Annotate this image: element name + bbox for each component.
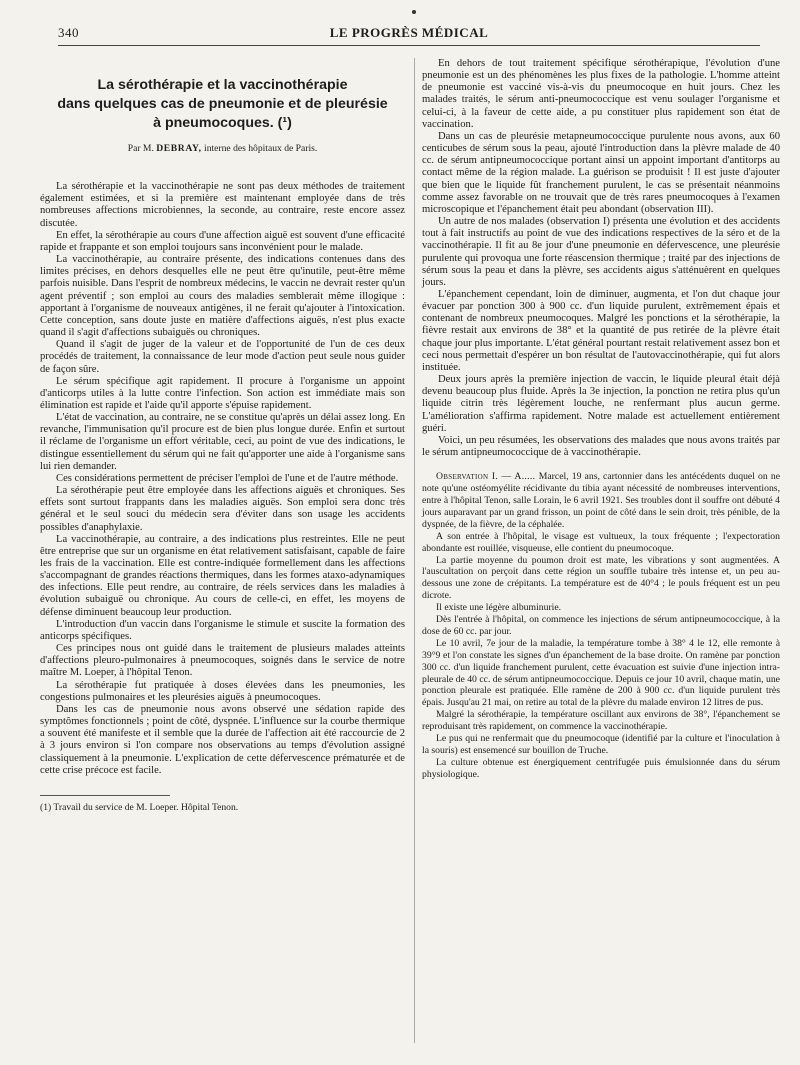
article-title-line: à pneumocoques. (¹) <box>153 115 292 131</box>
column-divider <box>414 58 415 1043</box>
observation-paragraph: Dès l'entrée à l'hôpital, on commence les injections de sérum antipneumococcique, à la dose de 60 cc. par jour. <box>422 614 780 637</box>
ink-dot <box>412 10 416 14</box>
left-column <box>40 58 405 814</box>
body-paragraph: En effet, la sérothérapie au cours d'une affection aiguë est souvent d'une efficacité rapide et frappante et son emploi toujours sans inconvénient pour le malade. <box>40 229 405 253</box>
left-body <box>40 181 405 777</box>
body-paragraph: Dans les cas de pneumonie nous avons observé une sédation rapide des symptômes fonctionnels ; point de côté, dyspnée. L'influence sur la courbe thermique a souvent été manifeste et il semble que la durée de l'affection ait été raccourcie de 2 à 3 jours environ si l'on compare nos observations au temps d'évolution assigné classiquement à la pneumonie. L'explication de cette défervescence prématurée et de cette crise précoce est facile. <box>40 703 405 776</box>
observation-paragraph: A son entrée à l'hôpital, le visage est vultueux, la toux fréquente ; l'expectoration abondante est rouillée, visqueuse, elle contient du pneumocoque. <box>422 530 780 554</box>
body-paragraph: Ces principes nous ont guidé dans le traitement de plusieurs malades atteints d'affections pleuro-pulmonaires à pneumocoques, soignés dans le service de notre maître M. Loeper, à l'hôpital Tenon. <box>40 643 405 679</box>
article-title-line: dans quelques cas de pneumonie et de pleurésie <box>57 96 388 112</box>
observation-lead: Observation I. — A..... <box>436 471 539 483</box>
author-role: interne des hôpitaux de Paris. <box>204 143 318 154</box>
body-paragraph: Ces considérations permettent de préciser l'emploi de l'une et de l'autre méthode. <box>56 472 399 484</box>
body-paragraph: En dehors de tout traitement spécifique sérothérapique, l'évolution d'une pneumonie est un des phénomènes les plus fixes de la pathologie. L'homme atteint de pneumonie est vacciné vis-à-vis du pneumocoque en huit jours. Chez les malades traités, le sérum anti-pneumococcique est venu soulager l'organisme et celui-ci, à la faveur de cette aide, a pu constituer plus rapidement son état de vaccination. <box>422 58 780 130</box>
body-paragraph: La sérothérapie fut pratiquée à doses élevées dans les pneumonies, les congestions pulmonaires et les pleurésies aiguës à pneumocoques. <box>40 679 405 703</box>
body-paragraph: Le sérum spécifique agit rapidement. Il procure à l'organisme un appoint d'anticorps utiles à la lutte contre l'infection. Son action est immédiate mais son élimination est rapide et l'aide qu'il apporte s'épuise rapidement. <box>40 375 405 411</box>
journal-title: LE PROGRÈS MÉDICAL <box>329 25 489 40</box>
body-paragraph: Un autre de nos malades (observation I) présenta une évolution et des accidents tout à fait instructifs au point de vue des indications respectives de la séro et de la vaccinothérapie. Il fit au 8e jour d'une pneumonie en défervescence, une pleurésie purulente qui provoqua une forte réascension thermique ; traité par des injections de sérum sous la peau et dans la plèvre, ses accidents aigus s'atténuèrent en quelques jours. <box>422 216 780 288</box>
footnote: (1) Travail du service de M. Loeper. Hôpital Tenon. <box>40 801 239 813</box>
article-title-line: La sérothérapie et la vaccinothérapie <box>97 77 348 93</box>
right-body <box>422 58 780 459</box>
body-paragraph: La vaccinothérapie, au contraire, a des indications plus restreintes. Elle ne peut être entreprise que sur un organisme en état relativement satisfaisant, capable de faire les frais de la vaccination. Elle est contre-indiquée formellement dans les affections s'accompagnant de grandes réactions thermiques, dans les formes ataxo-adynamiques des infections. Elle peut rendre, au contraire, de réels services dans les maladies à évolution subaiguë ou chronique. Au cours de celle-ci, en effet, les moyens de défense diminuent beaucoup leur production. <box>40 533 405 618</box>
body-paragraph: Quand il s'agit de juger de la valeur et de l'opportunité de l'un de ces deux procédés de traitement, la connaissance de leur mode d'action peut seule nous guider de façon sûre. <box>40 339 405 375</box>
body-paragraph: Dans un cas de pleurésie metapneumococcique purulente nous avons, aux 60 centicubes de sérum sous la peau, ajouté l'introduction dans la plèvre malade de 40 cc. de sérum antipneumococcique portant ainsi un appoint important d'antitorps au contact même de la région malade. La guérison se produisit ! Il est juste d'ajouter que bien que le liquide fût franchement purulent, le cas se présentait néanmoins comme assez favorable on ne trouvait que de très rares pneumocoques à l'examen microscopique et l'épanchement était peu abondant (observation III). <box>422 130 780 215</box>
observation-body <box>422 471 780 781</box>
body-paragraph: Deux jours après la première injection de vaccin, le liquide pleural était déjà devenu beaucoup plus fluide. Après la 3e injection, la ponction ne retira plus qu'un liquide citrin très légèrement louche, ne renfermant plus aucun germe. L'amélioration s'affirma rapidement. Notre malade est actuellement entièrement guéri. <box>422 374 780 434</box>
body-paragraph: L'épanchement cependant, loin de diminuer, augmenta, et l'on dut chaque jour évacuer par ponction 300 à 900 cc. d'un liquide purulent, extrêmement épais et contenant de nombreux pneumocoques. Malgré les ponctions et la sérothérapie, la fièvre restait aux environs de 38° et la quantité de pus retirée de la plèvre était chaque jour plus importante. L'état général pourtant restait relativement assez bon et ceci nous permettait d'espérer un bon résultat de l'autovaccinothérapie, qui fut alors instituée. <box>422 288 780 373</box>
body-paragraph: L'introduction d'un vaccin dans l'organisme le stimule et suscite la formation des anticorps spécifiques. <box>40 618 405 642</box>
author-name: DEBRAY, <box>156 143 202 154</box>
observation-paragraph: La partie moyenne du poumon droit est mate, les vibrations y sont augmentées. A l'auscultation on perçoit dans cette région un souffle tubaire très intense et, un peu au-dessous une zone de crépitants. La température est de 40°4 ; le pouls fréquent est un peu dicrote. <box>422 554 780 602</box>
body-paragraph: Voici, un peu résumées, les observations des malades que nous avons traités par le sérum antipneumococcique de à vaccinothérapie. <box>422 434 780 458</box>
section-spacer <box>422 459 780 471</box>
byline <box>40 143 405 155</box>
page-number: 340 <box>58 25 79 40</box>
observation-paragraph: Observation I. — A..... Marcel, 19 ans, cartonnier dans les antécédents duquel on ne note qu'une ostéomyélite récidivante du tibia ayant nécessité de nombreuses interventions, entre à l'hôpital Tenon, salle Lorain, le 6 avril 1921. Ses troubles dont il souffre ont débuté 4 jours auparavant par un grand frisson, un point de côté dans le sein droit, très pénible, de la dyspnée, de la fièvre, de la céphalée. <box>422 471 781 530</box>
body-paragraph: La sérothérapie et la vaccinothérapie ne sont pas deux méthodes de traitement également estimées, et si la première est maintenant employée dans de très nombreuses affections microbiennes, la seconde, au contraire, reste encore assez discutée. <box>40 181 405 229</box>
right-column <box>422 58 780 781</box>
article-title <box>40 76 405 133</box>
observation-paragraph: Malgré la sérothérapie, la température oscillant aux environs de 38°, l'épanchement se reproduisant très rapidement, on commence la vaccinothérapie. <box>422 709 780 733</box>
footnote-rule <box>40 795 170 796</box>
header-rule <box>58 45 760 46</box>
body-paragraph: L'état de vaccination, au contraire, ne se constitue qu'après un délai assez long. En revanche, l'immunisation qu'il procure est de bien plus longue durée. Enfin et surtout il réclame de l'organisme un effort véritable, ceci, au point de vue des indications, le distingue essentiellement du sérum qui ne fait qu'apporter une aide à l'organisme sans lui rien demander. <box>40 412 405 472</box>
page-header <box>58 22 760 42</box>
observation-paragraph: Le 10 avril, 7e jour de la maladie, la température tombe à 38° 4 le 12, elle remonte à 39°9 et l'on constate les signes d'un épanchement de la base droite. On ramène par ponction 300 cc. d'un liquide franchement purulent, cette évacuation est suivie d'une injection intra-pleurale de 40 cc. de sérum antipneumococcique. Depuis ce jour 10 avril, chaque matin, une ponction pleurale est pratiquée. Elle ramène de 200 à 900 cc. d'un liquide purulent très épais. Jusqu'au 21 mai, on retire au total de la plèvre du malade environ 12 litres de pus. <box>422 637 780 709</box>
byline-prefix: Par M. <box>127 143 154 154</box>
observation-paragraph: Il existe une légère albuminurie. <box>436 602 562 614</box>
observation-paragraph: La culture obtenue est énergiquement centrifugée puis émulsionnée dans du sérum physiologique. <box>422 756 780 780</box>
observation-paragraph: Le pus qui ne renfermait que du pneumocoque (identifié par la culture et l'inoculation à la souris) est ensemencé sur bouillon de Truche. <box>422 733 780 756</box>
observation-section <box>422 471 780 781</box>
body-paragraph: La vaccinothérapie, au contraire présente, des indications contenues dans des limites précises, en dehors desquelles elle ne peut être qu'inutile, peut-être même parfois nuisible. Dans l'esprit de nombreux médecins, le vaccin ne devrait rester qu'un agent préventif ; son emploi au cours des maladies semblerait même illogique : apportant à l'organisme de nouveaux antigènes, il ne ferait qu'ajouter à l'intoxication. Cette conception, sans doute juste en matière d'affections aiguës, n'est plus exacte quand il s'agit d'affections subaiguës ou chroniques. <box>40 254 405 339</box>
body-paragraph: La sérothérapie peut être employée dans les affections aiguës et chroniques. Ses effets sont surtout frappants dans les maladies aiguës. Son emploi sera donc très général et le seul souci du médecin sera d'éviter dans son usage les accidents possibles d'anaphylaxie. <box>40 485 405 533</box>
